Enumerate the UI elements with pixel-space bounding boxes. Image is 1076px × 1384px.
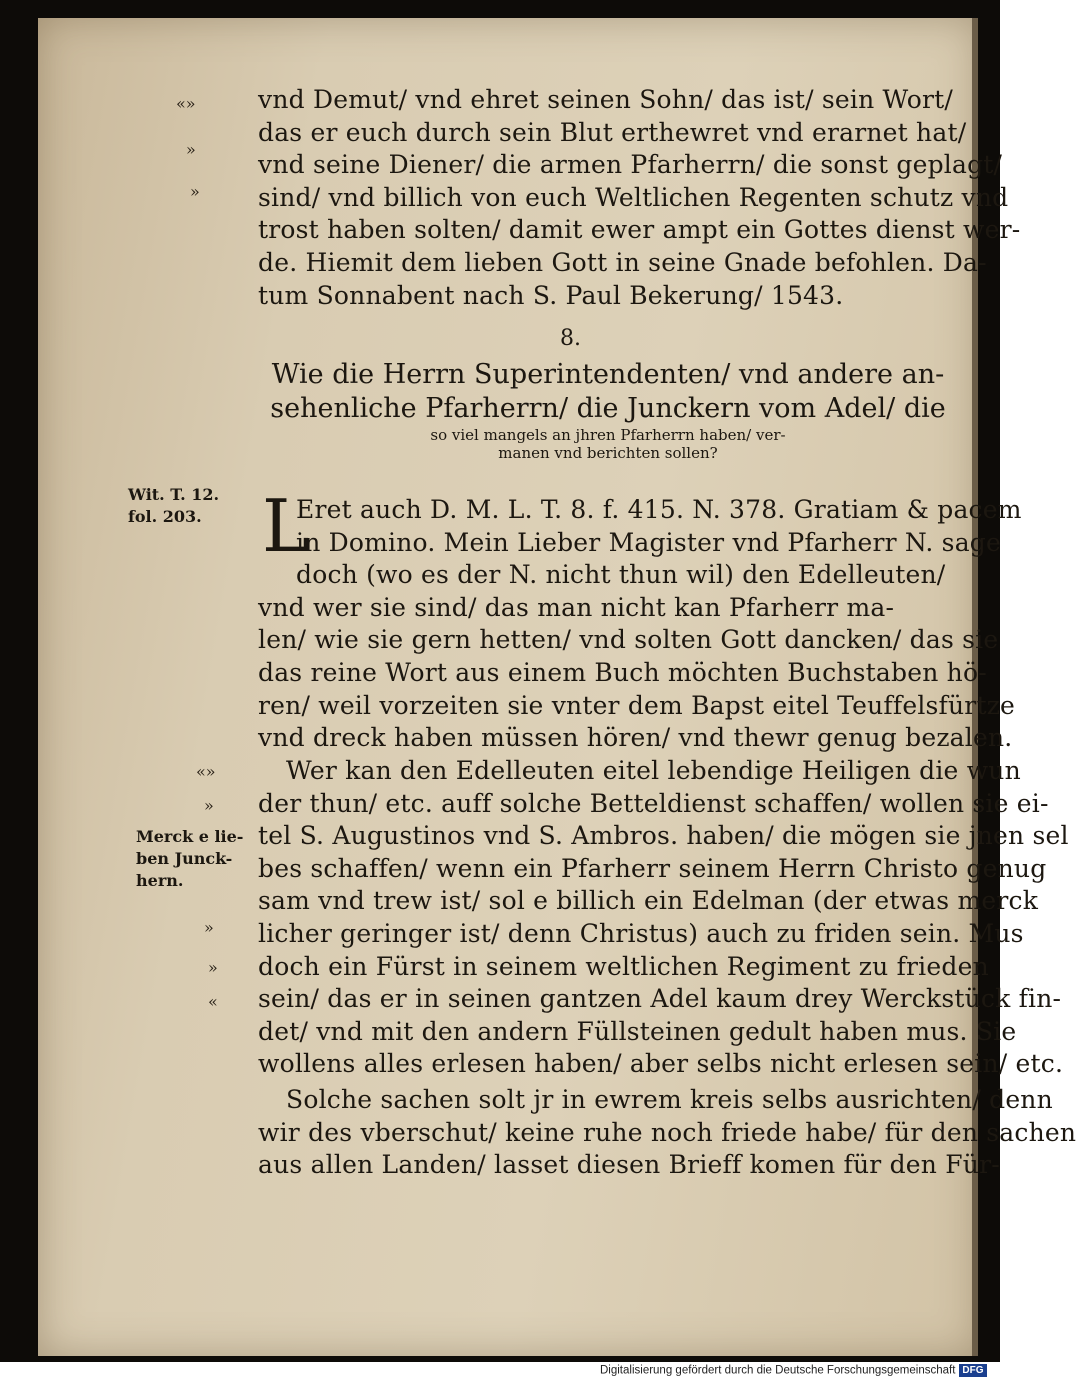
text-line: vnd Demut/ vnd ehret seinen Sohn/ das ist/ sein Wort/ bbox=[258, 85, 954, 114]
text-line: sam vnd trew ist/ sol e billich ein Edelman (der etwas merck bbox=[258, 886, 1039, 916]
margin-reference bbox=[128, 484, 219, 528]
text-line: wir des vberschut/ keine ruhe noch friede habe/ für den sachen bbox=[258, 1117, 1076, 1147]
margin-note-line: hern. bbox=[136, 871, 184, 890]
drop-cap: L bbox=[262, 484, 310, 568]
text-line: das er euch durch sein Blut erthewret vnd erarnet hat/ bbox=[258, 117, 967, 147]
quote-marker: «» bbox=[176, 94, 196, 113]
text-line: vnd wer sie sind/ das man nicht kan Pfarherr ma- bbox=[258, 592, 895, 622]
text-line: vnd seine Diener/ die armen Pfarherrn/ die sonst geplagt/ bbox=[258, 150, 1003, 180]
margin-ref-line: Wit. T. 12. bbox=[128, 485, 220, 504]
text-line: wollens alles erlesen haben/ aber selbs nicht erlesen sein/ etc. bbox=[258, 1049, 1064, 1079]
text-line: in Domino. Mein Lieber Magister vnd Pfarherr N. sage bbox=[296, 527, 1001, 557]
text-line: aus allen Landen/ lasset diesen Brieff komen für den Für- bbox=[258, 1150, 1000, 1180]
digitization-footer bbox=[600, 1364, 1000, 1384]
text-line: de. Hiemit dem lieben Gott in seine Gnade befohlen. Da- bbox=[258, 247, 987, 277]
margin-note-line: ben Junck- bbox=[136, 849, 233, 868]
text-line: trost haben solten/ damit ewer ampt ein Gottes dienst wer- bbox=[258, 215, 1021, 245]
text-line: vnd dreck haben müssen hören/ vnd thewr genug bezalen. bbox=[258, 723, 1013, 753]
margin-note-line: Merck e lie- bbox=[136, 827, 244, 846]
footer-text: Digitalisierung gefördert durch die Deutsche Forschungsgemeinschaft bbox=[600, 1364, 956, 1377]
body-text-top bbox=[258, 84, 1021, 312]
text-line: Eret auch D. M. L. T. 8. f. 415. N. 378. Gratiam & pacem bbox=[296, 495, 1022, 524]
quote-marker: «» bbox=[196, 762, 216, 781]
text-line: ren/ weil vorzeiten sie vnter dem Bapst eitel Teuffelsfürtze bbox=[258, 690, 1016, 720]
text-line: sind/ vnd billich von euch Weltlichen Regenten schutz vnd bbox=[258, 182, 1009, 212]
section-heading bbox=[258, 358, 958, 462]
dfg-logo: DFG bbox=[959, 1364, 986, 1377]
text-line: der thun/ etc. auff solche Betteldienst schaffen/ wollen sie ei- bbox=[258, 788, 1049, 818]
margin-note bbox=[136, 826, 243, 892]
text-line: doch ein Fürst in seinem weltlichen Regiment zu frieden bbox=[258, 951, 989, 981]
text-line: tum Sonnabent nach S. Paul Bekerung/ 1543. bbox=[258, 280, 844, 310]
text-line: Solche sachen solt jr in ewrem kreis selbs ausrichten/ denn bbox=[286, 1085, 1053, 1114]
margin-ref-line: fol. 203. bbox=[128, 507, 202, 526]
quote-marker: » bbox=[208, 958, 218, 977]
text-line: Wer kan den Edelleuten eitel lebendige Heiligen die wun bbox=[286, 756, 1021, 785]
text-line: tel S. Augustinos vnd S. Ambros. haben/ die mögen sie jnen sel bbox=[258, 821, 1069, 851]
text-line: bes schaffen/ wenn ein Pfarherr seinem Herrn Christo genug bbox=[258, 853, 1047, 883]
quote-marker: « bbox=[208, 992, 218, 1011]
quote-marker: » bbox=[204, 918, 214, 937]
quote-marker: » bbox=[204, 796, 214, 815]
quote-marker: » bbox=[190, 182, 200, 201]
heading-subline: manen vnd berichten sollen? bbox=[498, 444, 718, 462]
paragraph-1 bbox=[258, 494, 1022, 755]
text-line: det/ vnd mit den andern Füllsteinen gedult haben mus. Sie bbox=[258, 1016, 1017, 1046]
text-line: doch (wo es der N. nicht thun wil) den Edelleuten/ bbox=[296, 560, 946, 590]
text-line: licher geringer ist/ denn Christus) auch zu friden sein. Mus bbox=[258, 918, 1024, 948]
text-line: len/ wie sie gern hetten/ vnd solten Gott dancken/ das sie bbox=[258, 625, 999, 655]
heading-line: Wie die Herrn Superintendenten/ vnd andere an- bbox=[271, 359, 945, 390]
quote-marker: » bbox=[186, 140, 196, 159]
text-line: sein/ das er in seinen gantzen Adel kaum drey Werckstück fin- bbox=[258, 984, 1062, 1014]
section-number: 8. bbox=[560, 326, 581, 351]
text-line: das reine Wort aus einem Buch möchten Buchstaben hö- bbox=[258, 657, 987, 687]
heading-line: sehenliche Pfarherrn/ die Junckern vom Adel/ die bbox=[270, 393, 946, 424]
paragraph-3 bbox=[258, 1084, 1076, 1182]
heading-subline: so viel mangels an jhren Pfarherrn haben/ ver- bbox=[430, 426, 786, 444]
paragraph-2 bbox=[258, 755, 1069, 1081]
